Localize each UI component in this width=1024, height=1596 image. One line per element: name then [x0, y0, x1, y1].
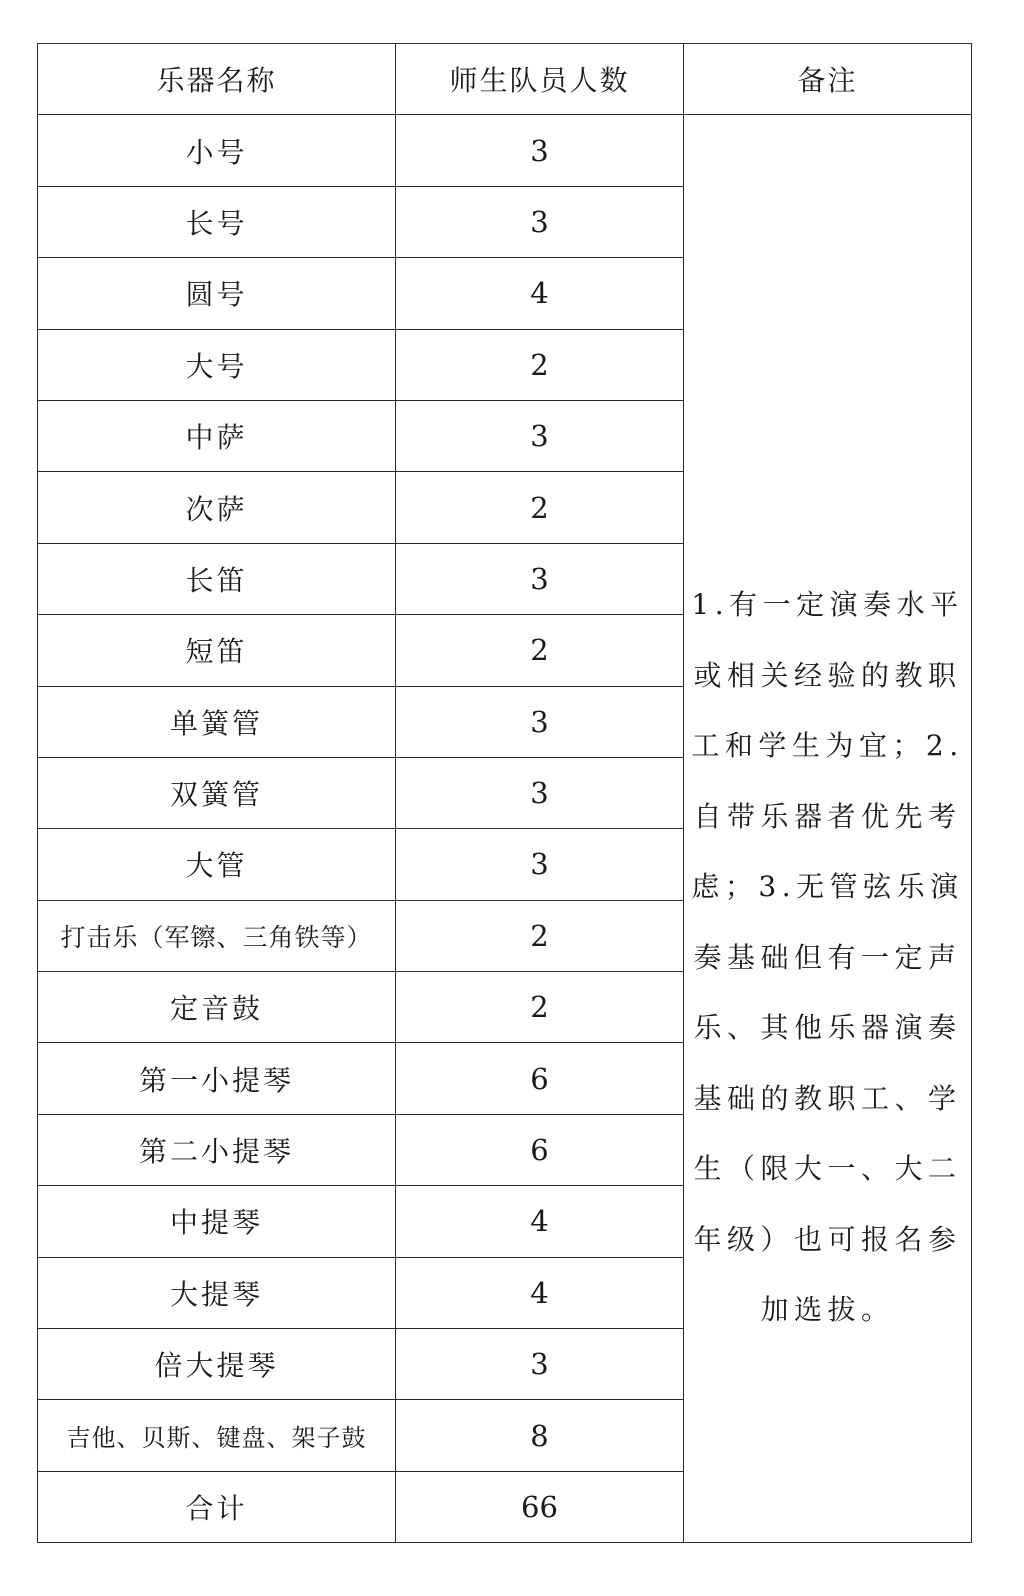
notes-text: 1.有一定演奏水平或相关经验的教职工和学生为宜；2.自带乐器者优先考虑；3.无管弦乐演奏基础但有一定声乐、其他乐器演奏基础的教职工、学生（限大一、大二年级）也可报名参加选拔。 — [691, 588, 964, 1327]
instrument-name: 长笛 — [38, 543, 396, 614]
member-count: 6 — [396, 1043, 684, 1114]
member-count: 3 — [396, 1329, 684, 1400]
instrument-name: 大号 — [38, 329, 396, 400]
member-count: 3 — [396, 186, 684, 257]
member-count: 6 — [396, 1114, 684, 1185]
member-count: 2 — [396, 329, 684, 400]
instrument-name: 打击乐（军镲、三角铁等） — [38, 900, 396, 971]
header-instrument: 乐器名称 — [38, 44, 396, 115]
instrument-roster-table — [37, 43, 972, 1543]
instrument-name: 倍大提琴 — [38, 1329, 396, 1400]
header-notes: 备注 — [684, 44, 972, 115]
member-count: 3 — [396, 686, 684, 757]
instrument-name: 中提琴 — [38, 1186, 396, 1257]
instrument-name: 吉他、贝斯、键盘、架子鼓 — [38, 1400, 396, 1471]
instrument-name: 大提琴 — [38, 1257, 396, 1328]
instrument-name: 次萨 — [38, 472, 396, 543]
instrument-name: 定音鼓 — [38, 972, 396, 1043]
member-count: 4 — [396, 258, 684, 329]
member-count: 8 — [396, 1400, 684, 1471]
total-label: 合计 — [38, 1471, 396, 1542]
member-count: 2 — [396, 972, 684, 1043]
member-count: 3 — [396, 543, 684, 614]
table-row — [38, 115, 972, 186]
header-row — [38, 44, 972, 115]
instrument-name: 短笛 — [38, 615, 396, 686]
member-count: 3 — [396, 115, 684, 186]
member-count: 4 — [396, 1186, 684, 1257]
total-count: 66 — [396, 1471, 684, 1542]
instrument-name: 长号 — [38, 186, 396, 257]
notes-cell — [684, 115, 972, 1543]
member-count: 3 — [396, 829, 684, 900]
instrument-name: 第二小提琴 — [38, 1114, 396, 1185]
member-count: 2 — [396, 615, 684, 686]
instrument-name: 圆号 — [38, 258, 396, 329]
header-members: 师生队员人数 — [396, 44, 684, 115]
instrument-name: 第一小提琴 — [38, 1043, 396, 1114]
member-count: 4 — [396, 1257, 684, 1328]
member-count: 2 — [396, 472, 684, 543]
member-count: 3 — [396, 400, 684, 471]
instrument-name: 大管 — [38, 829, 396, 900]
instrument-name: 小号 — [38, 115, 396, 186]
instrument-name: 中萨 — [38, 400, 396, 471]
member-count: 2 — [396, 900, 684, 971]
member-count: 3 — [396, 757, 684, 828]
instrument-name: 双簧管 — [38, 757, 396, 828]
instrument-name: 单簧管 — [38, 686, 396, 757]
